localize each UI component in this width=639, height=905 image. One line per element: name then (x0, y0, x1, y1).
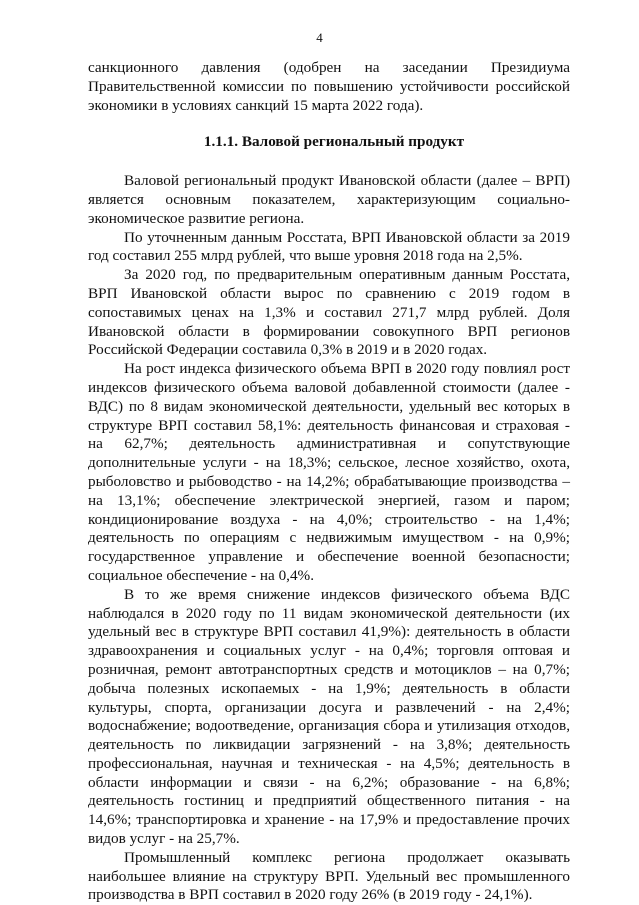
paragraph-growth-sectors: На рост индекса физического объема ВРП в 2020 году повлиял рост индексов физического объема валовой добавленной стоимости (далее - ВДС) по 8 видам экономической деятельности, удельный вес которых в структуре ВРП составил 58,1%: деятельность финансовая и страховая - на 62,7%; деятельность административная и сопутствующие дополнительные услуги - на 18,3%; сельское, лесное хозяйство, охота, рыболовство и рыбоводство - на 14,2%; обрабатывающие производства – на 13,1%; обеспечение электрической энергией, газом и паром; кондиционирование воздуха - на 4,0%; строительство - на 1,4%; деятельность по операциям с недвижимым имуществом - на 0,9%; государственное управление и обеспечение военной безопасности; социальное обеспечение - на 0,4%. (88, 360, 570, 584)
paragraph-industry-share: Промышленный комплекс региона продолжает оказывать наибольшее влияние на структуру ВРП. Удельный вес промышленного производства в ВРП составил в 2020 году 26% (в 2019 году - 24,1%). (88, 848, 570, 904)
paragraph-grp-2019: По уточненным данным Росстата, ВРП Ивановской области за 2019 год составил 255 млрд рублей, что выше уровня 2018 года на 2,5%. (88, 228, 570, 265)
continued-paragraph: санкционного давления (одобрен на заседании Президиума Правительственной комиссии по повышению устойчивости российской экономики в условиях санкций 15 марта 2022 года). (88, 59, 570, 114)
section-heading: 1.1.1. Валовой региональный продукт (203, 133, 465, 151)
paragraph-grp-2020: За 2020 год, по предварительным оперативным данным Росстата, ВРП Ивановской области вырос по сравнению с 2019 годом в сопоставимых ценах на 1,3% и составил 271,7 млрд рублей. Доля Ивановской области в формировании совокупного ВРП регионов Российской Федерации составила 0,3% в 2019 и в 2020 годах. (88, 266, 570, 359)
paragraph-decline-sectors: В то же время снижение индексов физического объема ВДС наблюдался в 2020 году по 11 видам экономической деятельности (их удельный вес в структуре ВРП составил 41,9%): деятельность в области здравоохранения и социальных услуг - на 0,4%; торговля оптовая и розничная, ремонт автотранспортных средств и мотоциклов – на 0,7%; добыча полезных ископаемых - на 1,9%; деятельность в области культуры, спорта, организации досуга и развлечений - на 2,4%; водоснабжение; водоотведение, организация сбора и утилизация отходов, деятельность по ликвидации загрязнений - на 3,8%; деятельность профессиональная, научная и техническая - на 4,5%; деятельность в области информации и связи - на 6,2%; образование - на 6,8%; деятельность гостиниц и предприятий общественного питания - на 14,6%; транспортировка и хранение - на 17,9% и предоставление прочих видов услуг - на 25,7%. (88, 585, 570, 848)
paragraph-grp-definition: Валовой региональный продукт Ивановской области (далее – ВРП) является основным показателем, характеризующим социально-экономическое развитие региона. (88, 172, 570, 227)
document-body (88, 59, 570, 905)
page-number: 4 (316, 30, 323, 45)
